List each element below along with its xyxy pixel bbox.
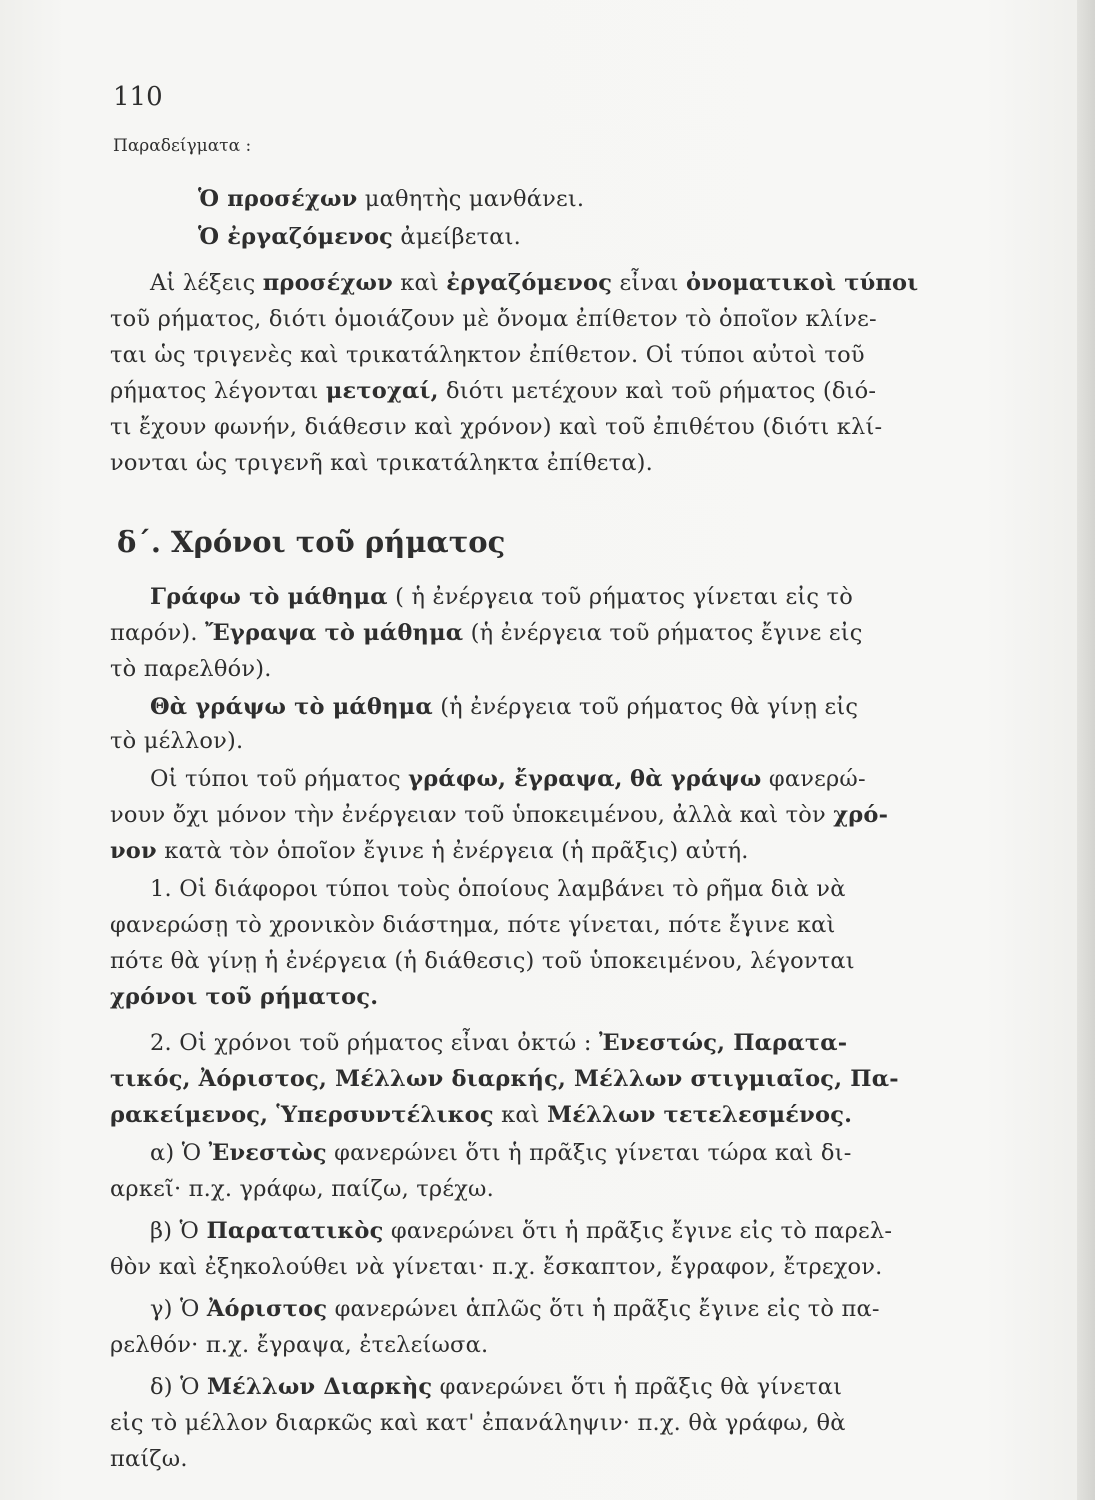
p3-line-2: τὸ μέλλον). (110, 728, 244, 754)
pd-line-1: δ) Ὁ Μέλλων Διαρκὴς φανερώνει ὅτι ἡ πρᾶξις θὰ γίνεται (150, 1374, 843, 1400)
page-number: 110 (113, 82, 163, 112)
p6-line-1: 2. Οἱ χρόνοι τοῦ ρήματος εἶναι ὀκτώ : Ἐνεστώς, Παρατα- (150, 1030, 848, 1056)
pc-line-1: γ) Ὁ Ἀόριστος φανερώνει ἁπλῶς ὅτι ἡ πρᾶξις ἔγινε εἰς τὸ πα- (150, 1296, 880, 1322)
p6-line-3: ρακείμενος, Ὑπερσυντέλικος καὶ Μέλλων τετελεσμένος. (110, 1102, 853, 1128)
p2-line-2: παρόν). Ἔγραψα τὸ μάθημα (ἡ ἐνέργεια τοῦ ρήματος ἔγινε εἰς (110, 620, 863, 646)
pa-line-1: α) Ὁ Ἐνεστὼς φανερώνει ὅτι ἡ πρᾶξις γίνεται τώρα καὶ δι- (150, 1140, 852, 1166)
p2-line-3: τὸ παρελθόν). (110, 656, 272, 682)
pd-line-2: εἰς τὸ μέλλον διαρκῶς καὶ κατ' ἐπανάληψιν· π.χ. θὰ γράφω, θὰ (110, 1410, 846, 1436)
page-edge (1077, 0, 1095, 1500)
p5-line-3: πότε θὰ γίνῃ ἡ ἐνέργεια (ἡ διάθεσις) τοῦ ὑποκειμένου, λέγονται (110, 948, 855, 974)
example-line-1: Ὁ προσέχων μαθητὴς μανθάνει. (198, 186, 585, 212)
example-line-2: Ὁ ἐργαζόμενος ἀμείβεται. (198, 224, 522, 250)
pc-line-2: ρελθόν· π.χ. ἔγραψα, ἐτελείωσα. (110, 1332, 489, 1358)
p6-line-2: τικός, Ἀόριστος, Μέλλων διαρκής, Μέλλων στιγμιαῖος, Πα- (110, 1066, 899, 1092)
pa-line-2: αρκεῖ· π.χ. γράφω, παίζω, τρέχω. (110, 1176, 494, 1202)
pb-line-2: θὸν καὶ ἐξηκολούθει νὰ γίνεται· π.χ. ἔσκαπτον, ἔγραφον, ἔτρεχον. (110, 1254, 883, 1280)
p4-line-3: νον κατὰ τὸν ὁποῖον ἔγινε ἡ ἐνέργεια (ἡ πρᾶξις) αὐτή. (110, 838, 749, 864)
p2-line-1: Γράφω τὸ μάθημα ( ἡ ἐνέργεια τοῦ ρήματος γίνεται εἰς τὸ (150, 584, 853, 610)
pd-line-3: παίζω. (110, 1446, 188, 1472)
p4-line-1: Οἱ τύποι τοῦ ρήματος γράφω, ἔγραψα, θὰ γράψω φανερώ- (150, 766, 866, 792)
p1-line-1: Αἱ λέξεις προσέχων καὶ ἐργαζόμενος εἶναι ὀνοματικοὶ τύποι (150, 270, 919, 296)
p1-line-3: ται ὡς τριγενὲς καὶ τρικατάληκτον ἐπίθετον. Οἱ τύποι αὐτοὶ τοῦ (110, 342, 865, 368)
p5-line-1: 1. Οἱ διάφοροι τύποι τοὺς ὁποίους λαμβάνει τὸ ρῆμα διὰ νὰ (150, 876, 846, 902)
section-heading: δ΄. Χρόνοι τοῦ ρήματος (117, 525, 506, 559)
p1-line-2: τοῦ ρήματος, διότι ὁμοιάζουν μὲ ὄνομα ἐπίθετον τὸ ὁποῖον κλίνε- (110, 306, 877, 332)
p1-line-6: νονται ὡς τριγενῆ καὶ τρικατάληκτα ἐπίθετα). (110, 450, 654, 476)
p4-line-2: νουν ὄχι μόνον τὴν ἐνέργειαν τοῦ ὑποκειμένου, ἀλλὰ καὶ τὸν χρό- (110, 802, 889, 828)
examples-label: Παραδείγματα : (113, 136, 252, 156)
p5-line-4: χρόνοι τοῦ ρήματος. (110, 984, 379, 1010)
pb-line-1: β) Ὁ Παρατατικὸς φανερώνει ὅτι ἡ πρᾶξις ἔγινε εἰς τὸ παρελ- (150, 1218, 893, 1244)
p1-line-5: τι ἔχουν φωνήν, διάθεσιν καὶ χρόνον) καὶ τοῦ ἐπιθέτου (διότι κλί- (110, 414, 883, 440)
p1-line-4: ρήματος λέγονται μετοχαί, διότι μετέχουν καὶ τοῦ ρήματος (διό- (110, 378, 877, 404)
p3-line-1: Θὰ γράψω τὸ μάθημα (ἡ ἐνέργεια τοῦ ρήματος θὰ γίνῃ εἰς (150, 694, 859, 720)
p5-line-2: φανερώσῃ τὸ χρονικὸν διάστημα, πότε γίνεται, πότε ἔγινε καὶ (110, 912, 836, 938)
